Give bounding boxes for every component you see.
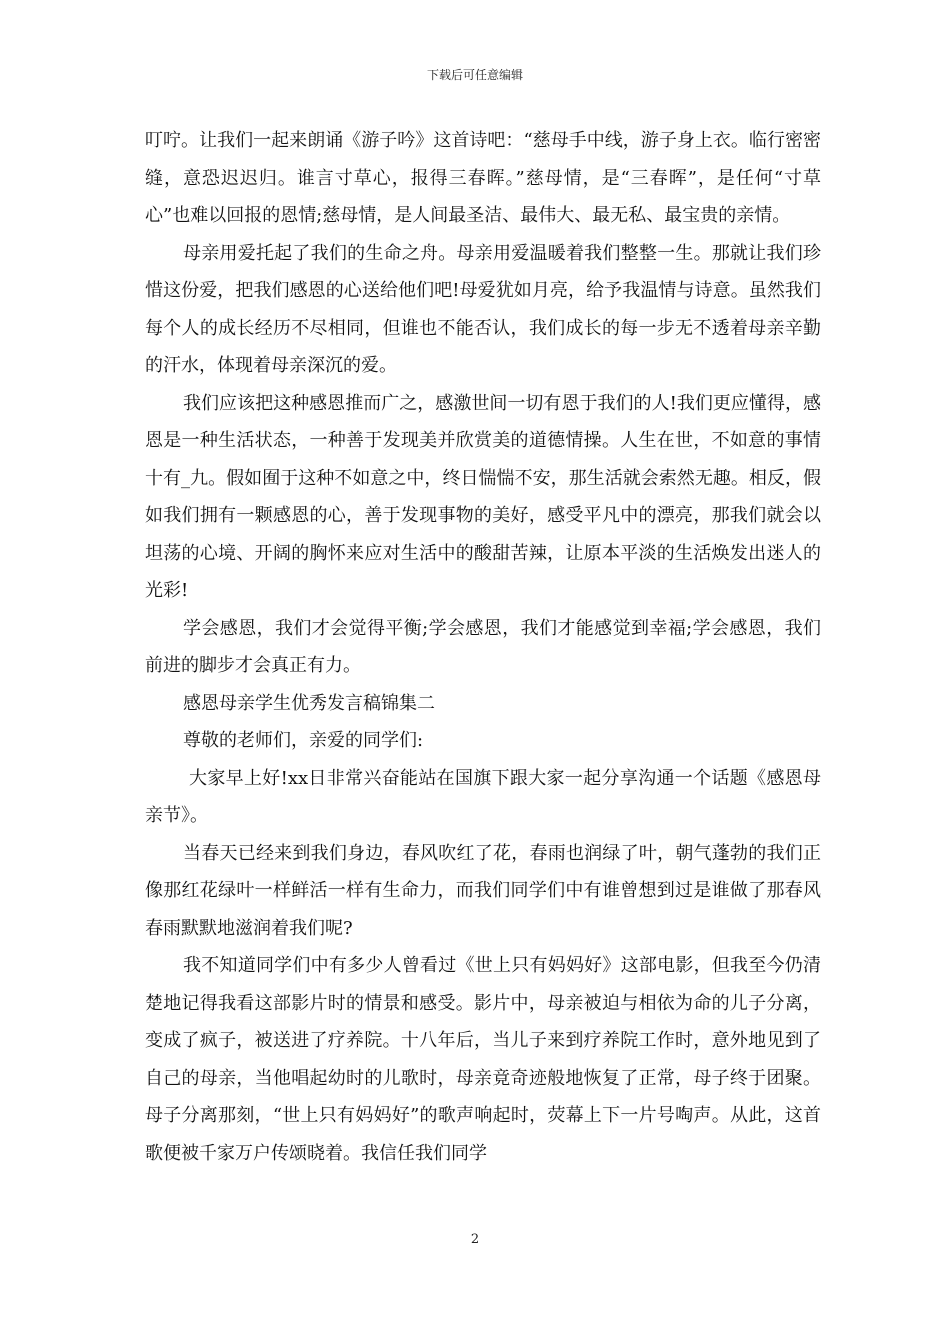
paragraph-film: 我不知道同学们中有多少人曾看过《世上只有妈妈好》这部电影，但我至今仍清楚地记得我看这部影片时的情景和感受。影片中，母亲被迫与相依为命的儿子分离，变成了疯子，被送进了疗养院。十八年后，当儿子来到疗养院工作时，意外地见到了自己的母亲，当他唱起幼时的儿歌时，母亲竟奇迹般地恢复了正常，母子终于团聚。母子分离那刻，“世上只有妈妈好”的歌声响起时，荧幕上下一片号啕声。从此，这首歌便被千家万户传颂晓着。我信任我们同学 <box>145 955 821 1164</box>
document-body <box>145 122 821 1172</box>
paragraph-gratitude: 我们应该把这种感恩推而广之，感激世间一切有恩于我们的人!我们更应懂得，感恩是一种生活状态，一种善于发现美并欣赏美的道德情操。人生在世，不如意的事情十有_九。假如囿于这种不如意之中，终日惴惴不安，那生活就会索然无趣。相反，假如我们拥有一颗感恩的心，善于发现事物的美好，感受平凡中的漂亮，那我们就会以坦荡的心境、开阔的胸怀来应对生活中的酸甜苦辣，让原本平淡的生活焕发出迷人的光彩! <box>145 392 821 601</box>
paragraph-learn-gratitude: 学会感恩，我们才会觉得平衡;学会感恩，我们才能感觉到幸福;学会感恩，我们前进的脚步才会真正有力。 <box>145 617 821 676</box>
paragraph-continuation: 叮咛。让我们一起来朗诵《游子吟》这首诗吧：“慈母手中线，游子身上衣。临行密密缝，意恐迟迟归。谁言寸草心，报得三春晖。”慈母情，是“三春晖”，是任何“寸草心”也难以回报的恩情;慈母情，是人间最圣洁、最伟大、最无私、最宝贵的亲情。 <box>145 130 821 226</box>
page-number: 2 <box>470 1232 480 1247</box>
paragraph-greeting: 大家早上好!xx日非常兴奋能站在国旗下跟大家一起分享沟通一个话题《感恩母亲节》。 <box>145 767 821 826</box>
salutation: 尊敬的老师们，亲爱的同学们: <box>183 730 424 751</box>
page-header: 下载后可任意编辑 <box>426 68 523 82</box>
section-heading: 感恩母亲学生优秀发言稿锦集二 <box>183 692 435 714</box>
paragraph-mother-love: 母亲用爱托起了我们的生命之舟。母亲用爱温暖着我们整整一生。那就让我们珍惜这份爱，把我们感恩的心送给他们吧!母爱犹如月亮，给予我温情与诗意。虽然我们每个人的成长经历不尽相同，但谁也不能否认，我们成长的每一步无不透着母亲辛勤的汗水，体现着母亲深沉的爱。 <box>145 242 821 376</box>
paragraph-spring: 当春天已经来到我们身边，春风吹红了花，春雨也润绿了叶，朝气蓬勃的我们正像那红花绿叶一样鲜活一样有生命力，而我们同学们中有谁曾想到过是谁做了那春风春雨默默地滋润着我们呢? <box>145 842 821 939</box>
